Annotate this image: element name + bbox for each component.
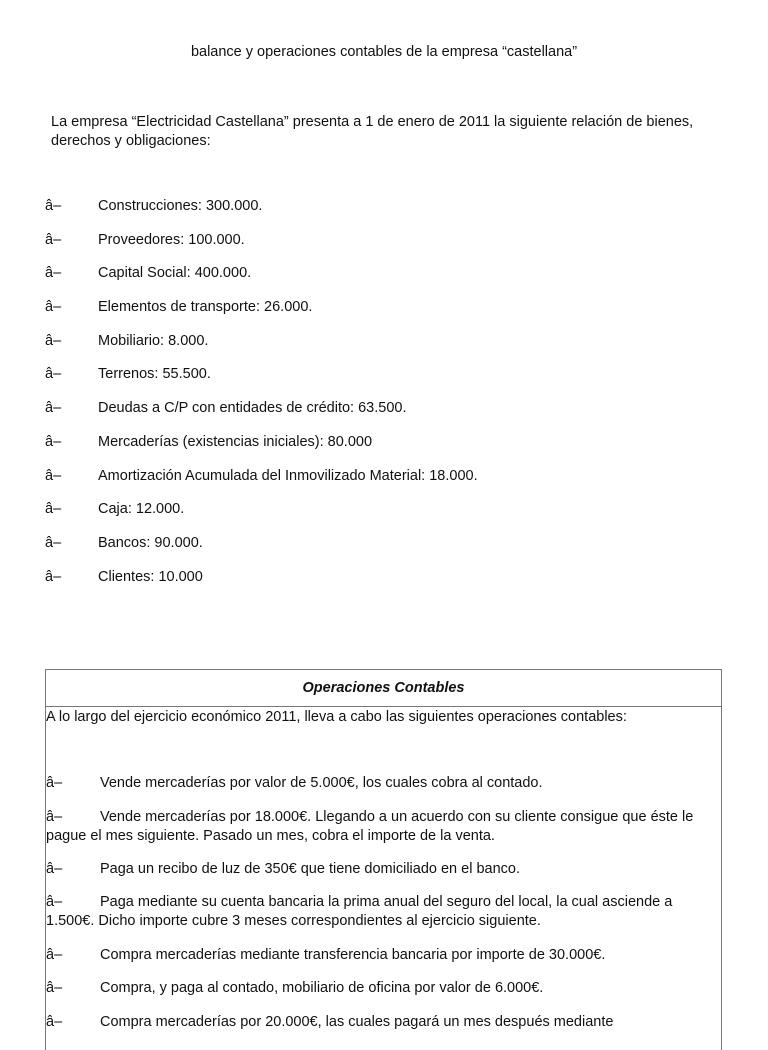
bullet-glyph: â– [46, 861, 63, 877]
operation-item [46, 860, 719, 879]
list-item-text: Amortización Acumulada del Inmovilizado Material: 18.000. [98, 467, 478, 484]
operation-item [46, 946, 719, 965]
list-item [0, 298, 768, 332]
bullet-glyph: â– [45, 433, 62, 450]
operation-text: Vende mercaderías por valor de 5.000€, los cuales cobra al contado. [100, 775, 543, 791]
list-item [0, 365, 768, 399]
operation-text: Vende mercaderías por 18.000€. Llegando a un acuerdo con su cliente consigue que éste le pague el mes siguiente. Pasado un mes, cobra el importe de la venta. [46, 809, 694, 844]
bullet-glyph: â– [45, 231, 62, 248]
list-item-text: Clientes: 10.000 [98, 568, 203, 585]
operation-item [46, 1013, 719, 1032]
bullet-glyph: â– [45, 198, 62, 214]
bullet-glyph: â– [45, 534, 62, 551]
list-item-text: Proveedores: 100.000. [98, 231, 245, 248]
operation-text: Compra, y paga al contado, mobiliario de oficina por valor de 6.000€. [100, 980, 544, 996]
bullet-glyph: â– [45, 299, 62, 316]
bullet-glyph: â– [46, 980, 63, 996]
list-item [0, 433, 768, 467]
list-item [0, 264, 768, 298]
list-item-text: Capital Social: 400.000. [98, 265, 252, 282]
list-item-text: Deudas a C/P con entidades de crédito: 63.500. [98, 400, 407, 417]
bullet-glyph: â– [46, 894, 63, 910]
bullet-glyph: â– [45, 332, 62, 349]
list-item [0, 568, 768, 602]
list-item [0, 399, 768, 433]
list-item [0, 467, 768, 501]
operations-header: Operaciones Contables [46, 670, 721, 707]
bullet-glyph: â– [45, 400, 62, 417]
list-item [0, 332, 768, 366]
operation-item [46, 774, 719, 793]
bullet-glyph: â– [46, 947, 63, 963]
bullet-glyph: â– [46, 1014, 63, 1030]
bullet-glyph: â– [45, 265, 62, 282]
operations-table [45, 669, 722, 1050]
operation-item [46, 893, 719, 931]
list-item-text: Bancos: 90.000. [98, 534, 203, 551]
operation-text: Paga un recibo de luz de 350€ que tiene domiciliado en el banco. [100, 861, 520, 877]
list-item [0, 197, 768, 231]
intro-paragraph: La empresa “Electricidad Castellana” presenta a 1 de enero de 2011 la siguiente relación de bienes, derechos y obligaciones: [51, 114, 694, 149]
list-item [0, 500, 768, 534]
list-item [0, 231, 768, 265]
balance-items-list [0, 197, 768, 601]
bullet-glyph: â– [45, 366, 62, 383]
bullet-glyph: â– [46, 809, 63, 825]
operation-text: Paga mediante su cuenta bancaria la prima anual del seguro del local, la cual asciende a 1.500€. Dicho importe cubre 3 meses correspondientes al ejercicio siguiente. [46, 894, 673, 929]
operation-item [46, 979, 719, 998]
list-item-text: Mobiliario: 8.000. [98, 332, 209, 349]
bullet-glyph: â– [45, 467, 62, 484]
operation-item [46, 808, 719, 846]
list-item-text: Construcciones: 300.000. [98, 198, 263, 214]
list-item-text: Terrenos: 55.500. [98, 366, 211, 383]
bullet-glyph: â– [45, 501, 62, 518]
document-title: balance y operaciones contables de la empresa “castellana” [190, 44, 578, 60]
bullet-glyph: â– [46, 775, 63, 791]
list-item-text: Mercaderías (existencias iniciales): 80.000 [98, 433, 373, 450]
operation-text: Compra mercaderías por 20.000€, las cuales pagará un mes después mediante [100, 1014, 614, 1030]
bullet-glyph: â– [45, 568, 62, 585]
list-item-text: Elementos de transporte: 26.000. [98, 299, 313, 316]
list-item [0, 534, 768, 568]
list-item-text: Caja: 12.000. [98, 501, 185, 518]
operation-text: Compra mercaderías mediante transferencia bancaria por importe de 30.000€. [100, 947, 606, 963]
operations-lead: A lo largo del ejercicio económico 2011, lleva a cabo las siguientes operaciones contables: [46, 709, 627, 725]
